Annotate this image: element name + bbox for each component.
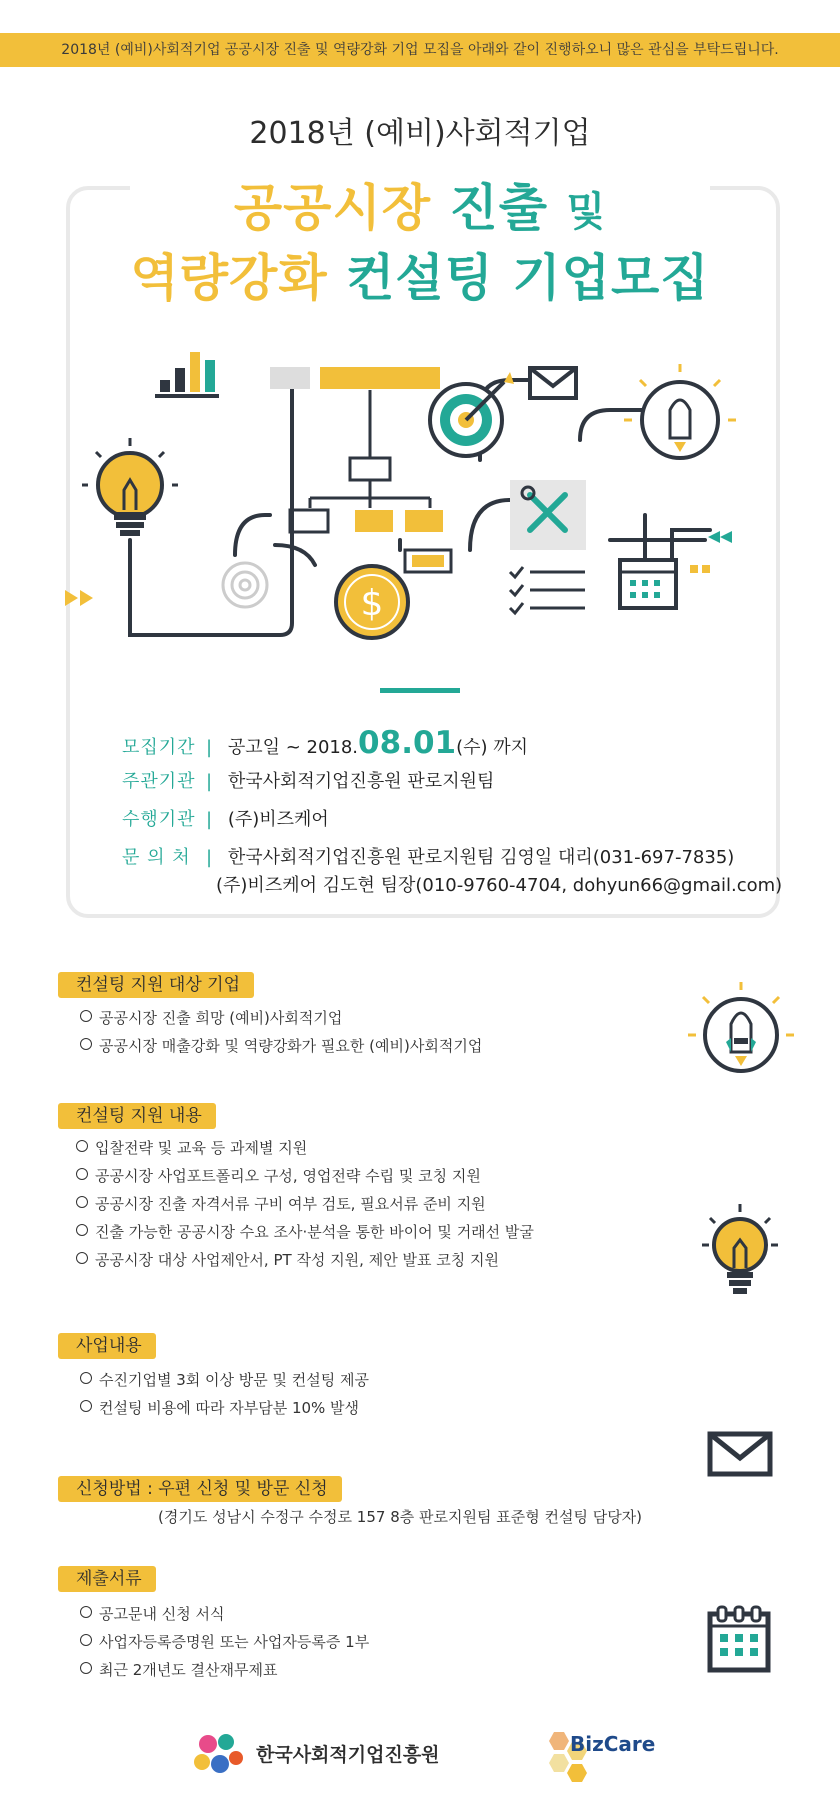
kosea-logo [190, 1730, 246, 1780]
title-word-and: 및 [566, 189, 607, 235]
host-value: 한국사회적기업진흥원 판로지원팀 [227, 771, 495, 792]
flowchart-icon [270, 367, 443, 532]
section-tag-docs: 제출서류 [58, 1566, 156, 1592]
list-item: 공고문내 신청 서식 [80, 1603, 224, 1624]
list-item: 입찰전략 및 교육 등 과제별 지원 [76, 1137, 307, 1158]
list-item: 최근 2개년도 결산재무제표 [80, 1659, 277, 1680]
period-day: 01 [412, 725, 457, 761]
list-item: 사업자등록증명원 또는 사업자등록증 1부 [80, 1631, 369, 1652]
info-host: 주관기관 | 한국사회적기업진흥원 판로지원팀 [122, 767, 494, 793]
contact-line1: 한국사회적기업진흥원 판로지원팀 김영일 대리(031-697-7835) [227, 847, 735, 868]
rocket-icon [686, 980, 796, 1090]
partner-name: BizCare [570, 1732, 656, 1756]
operator-value: (주)비즈케어 [227, 809, 329, 830]
info-contact: 문 의 처 | 한국사회적기업진흥원 판로지원팀 김영일 대리(031-697-7835) [122, 843, 734, 869]
org-name: 한국사회적기업진흥원 [256, 1744, 440, 1766]
title-word-entry: 진출 [449, 179, 549, 237]
hero-title-line2 [0, 238, 840, 310]
calendar-icon [620, 560, 676, 608]
list-item: 공공시장 진출 희망 (예비)사회적기업 [80, 1007, 342, 1028]
section-tag-target: 컨설팅 지원 대상 기업 [58, 972, 254, 998]
tools-icon [510, 480, 586, 550]
checklist-icon [510, 567, 585, 613]
hero-divider [380, 688, 460, 693]
section-tag-apply: 신청방법 : 우편 신청 및 방문 신청 [58, 1476, 342, 1502]
apply-address: (경기도 성남시 수정구 수정로 157 8층 판로지원팀 표준형 컨설팅 담당자) [158, 1508, 643, 1526]
info-period: 모집기간 | 공고일 ~ 2018.08.01(수) 까지 [122, 725, 529, 761]
host-label: 주관기관 [122, 771, 196, 792]
info-contact-2 [216, 871, 782, 897]
target-icon [430, 372, 514, 456]
envelope-icon [706, 1430, 774, 1480]
contact-label: 문 의 처 [122, 847, 191, 868]
hero-title-line1 [0, 168, 840, 240]
list-item: 공공시장 대상 사업제안서, PT 작성 지원, 제안 발표 코칭 지원 [76, 1249, 499, 1270]
list-item: 컨설팅 비용에 따라 자부담분 10% 발생 [80, 1397, 359, 1418]
bar-chart-icon [155, 352, 219, 398]
hero-pretitle: 2018년 (예비)사회적기업 [249, 116, 591, 151]
operator-label: 수행기관 [122, 809, 196, 830]
announcement-text: 2018년 (예비)사회적기업 공공시장 진출 및 역량강화 기업 모집을 아래와 같이 진행하오니 많은 관심을 부탁드립니다. [61, 42, 779, 58]
list-item: 공공시장 매출강화 및 역량강화가 필요한 (예비)사회적기업 [80, 1035, 482, 1056]
section-tag-business: 사업내용 [58, 1333, 156, 1359]
dollar-icon [336, 566, 408, 638]
section-tag-content: 컨설팅 지원 내용 [58, 1103, 216, 1129]
list-item: 진출 가능한 공공시장 수요 조사·분석을 통한 바이어 및 거래선 발굴 [76, 1221, 534, 1242]
lightbulb-icon [82, 438, 178, 536]
svg-text:$: $ [360, 583, 384, 624]
announcement-bar [0, 33, 840, 67]
info-operator: 수행기관 | (주)비즈케어 [122, 805, 329, 831]
period-pre: 공고일 ~ 2018. [227, 737, 359, 758]
period-post: (수) 까지 [456, 737, 529, 758]
period-month: 08 [358, 725, 402, 761]
list-item: 공공시장 진출 자격서류 구비 여부 검토, 필요서류 준비 지원 [76, 1193, 486, 1214]
list-item: 공공시장 사업포트폴리오 구성, 영업전략 수립 및 코칭 지원 [76, 1165, 481, 1186]
lightbulb-icon [700, 1200, 780, 1310]
period-label: 모집기간 [122, 737, 196, 758]
title-word-public-market: 공공시장 [233, 179, 432, 237]
envelope-icon [530, 368, 576, 398]
calendar-icon [706, 1604, 772, 1674]
contact-line2: (주)비즈케어 김도현 팀장(010-9760-4704, dohyun66@gmail.com) [216, 875, 783, 896]
title-word-capacity: 역량강화 [130, 249, 328, 307]
hero-illustration [60, 340, 780, 660]
list-item: 수진기업별 3회 이상 방문 및 컨설팅 제공 [80, 1369, 369, 1390]
title-word-consulting: 컨설팅 기업모집 [346, 249, 710, 307]
